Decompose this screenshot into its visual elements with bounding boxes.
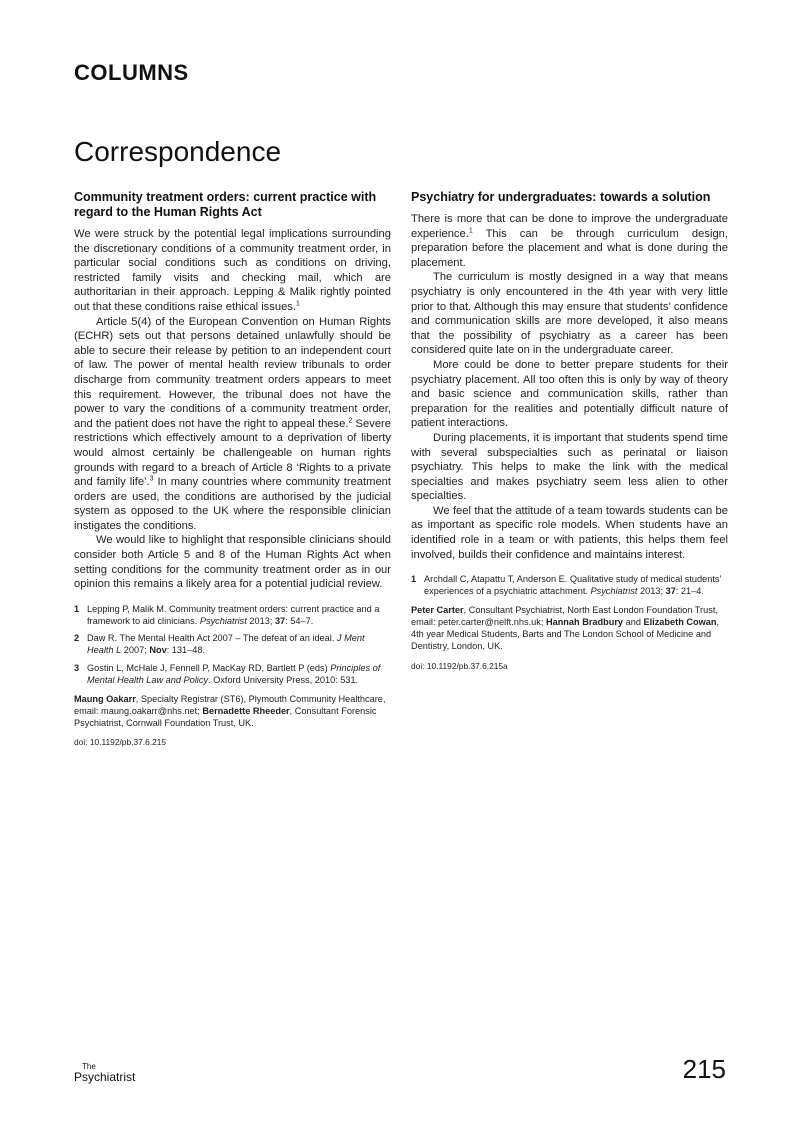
- page-title: Correspondence: [74, 136, 282, 167]
- logo-main-text: Psychiatrist: [74, 1070, 136, 1084]
- right-column: [411, 190, 728, 672]
- left-paragraph-1: We were struck by the potential legal implications surrounding the discretionary conditions of a community treatment order, in particular social conditions such as conditions on driving, restricted family visits and checking mail, which are authoritarian in their approach. Lepping & Malik rightly pointed out that these conditions raise ethical issues.$^1$: [74, 228, 391, 313]
- right-paragraph-5: We feel that the attitude of a team towards students can be as important as specific role models. When students have an identified role in a team or with patients, this helps them feel involved, builds their confidence and maintains interest.: [411, 504, 728, 561]
- left-doi: doi: 10.1192/pb.37.6.215: [74, 737, 167, 748]
- reference-item: 1 Archdall C, Atapattu T, Anderson E. Qualitative study of medical students’ experiences of a psychiatric attachment. Psychiatrist 2013; 37: 21–4.: [411, 574, 722, 597]
- left-references: [74, 604, 391, 687]
- reference-item: 1 Lepping P, Malik M. Community treatment orders: current practice and a framework to aid clinicians. Psychiatrist 2013; 37: 54–7.: [74, 603, 380, 626]
- reference-item: 3 Gostin L, McHale J, Fennell P, MacKay RD, Bartlett P (eds) Principles of Mental Health Law and Policy. Oxford University Press, 2010: 531.: [74, 663, 381, 685]
- left-author-info: Maung Oakarr, Specialty Registrar (ST6), Plymouth Community Healthcare, email: maung.oakarr@nhs.net; Bernadette Rheeder, Consultant Forensic Psychiatrist, Cornwall Foundation Trust, UK.: [74, 693, 386, 729]
- logo-small-text: The: [82, 1062, 96, 1071]
- left-article-heading: Community treatment orders: current practice with regard to the Human Rights Act: [74, 190, 377, 219]
- left-column: [74, 190, 391, 748]
- right-paragraph-3: More could be done to better prepare students for their psychiatry placement. All too often this is only by way of theory and basic science and communication skills, rather than preparation for the realities and potentially difficult nature of patient interactions.: [411, 358, 728, 430]
- left-paragraph-3: We would like to highlight that responsible clinicians should consider both Article 5 and 8 of the Human Rights Act when setting conditions for the community treatment order as in our opinion this remains a likely area for a potential judicial review.: [74, 534, 391, 591]
- page-number: 215: [682, 1054, 726, 1084]
- reference-item: 2 Daw R. The Mental Health Act 2007 – The defeat of an ideal. J Ment Health L 2007; Nov: 131–48.: [74, 633, 365, 656]
- right-paragraph-2: The curriculum is mostly designed in a way that means psychiatry is only encountered in the 4th year with very little prior to that. Although this may ensure that students’ confidence and communication skills are more developed, it also means that the possibility of psychiatry as a career has been considered quite late on in the undergraduate career.: [411, 271, 728, 357]
- right-references: [411, 574, 728, 598]
- left-paragraph-2: Article 5(4) of the European Convention on Human Rights (ECHR) sets out that persons detained unlawfully should be able to secure their release by petition to an independent court of law. The power of mental health review tribunals to order discharge from community treatment orders appears to meet this requirement. However, the tribunal does not have the power to vary the conditions of a community treatment order, and the patient does not have the right to appeal these.$^2$ Severe restrictions which effectively amount to a deprivation of liberty would almost certainly be challengeable on human rights grounds with regard to a breach of Article 8 ‘Rights to a private and family life’.$^3$ In many countries where community treatment orders are used, the conditions are authorised by the judicial system as opposed to the UK where the responsible clinician instigates the conditions.: [74, 315, 392, 532]
- right-author-info: Peter Carter, Consultant Psychiatrist, North East London Foundation Trust, email: peter.carter@nelft.nhs.uk; Hannah Bradbury and Elizabeth Cowan, 4th year Medical Students, Barts and The London School of Medicine and Dentistry, London, UK.: [411, 604, 720, 652]
- right-paragraph-1: There is more that can be done to improve the undergraduate experience.$^1$ This can be through curriculum design, preparation before the placement and what is done during the placement.: [411, 213, 728, 269]
- right-article-heading: Psychiatry for undergraduates: towards a solution: [411, 190, 711, 204]
- right-paragraph-4: During placements, it is important that students spend time with several subspecialties such as perinatal or liaison psychiatry. This helps to make the link with the medical specialties and makes psychiatry seem less alien to other specialties.: [411, 431, 728, 503]
- journal-logo: [74, 1060, 154, 1084]
- right-doi: doi: 10.1192/pb.37.6.215a: [411, 660, 508, 671]
- section-label: COLUMNS: [74, 60, 189, 85]
